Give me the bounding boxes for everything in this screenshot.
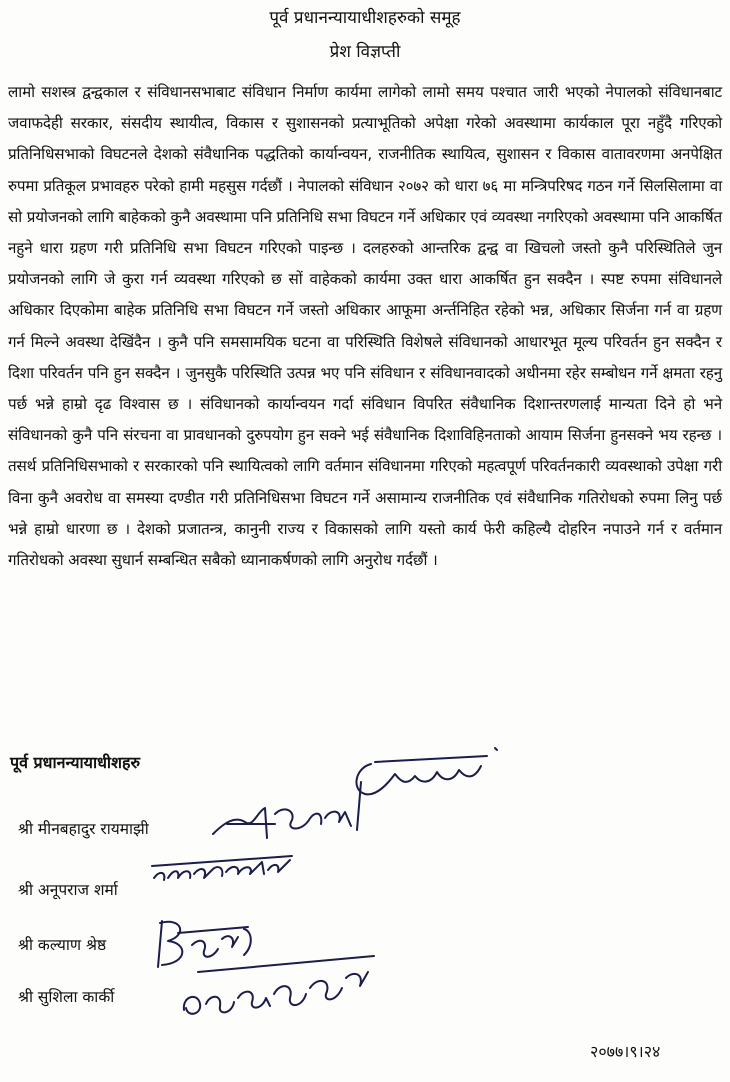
statement-body: लामो सशस्त्र द्वन्द्वकाल र संविधानसभाबाट संविधान निर्माण कार्यमा लागेको लामो समय पश्चात जारी भएको नेपालको संविधानबाट जवाफदेही सरकार, संसदीय स्थायीत्व, विकास र सुशासनको प्रत्याभूतिको अपेक्षा गरेको अवस्थामा कार्यकाल पूरा नहुँदै गरिएको प्रतिनिधिसभाको विघटनले देशको संवैधानिक पद्धतिको कार्यान्वयन, राजनीतिक स्थायित्व, सुशासन र विकास वातावरणमा अनपेक्षित रुपमा प्रतिकूल प्रभावहरु परेको हामी महसुस गर्दछौं । नेपालको संविधान २०७२ को धारा ७६ मा मन्त्रिपरिषद गठन गर्ने सिलसिलामा वा सो प्रयोजनको लागि बाहेकको कुनै अवस्थामा पनि प्रतिनिधि सभा विघटन गर्ने अधिकार एवं व्यवस्था नगरिएको अवस्थामा पनि आकर्षित नहुने धारा ग्रहण गरी प्रतिनिधि सभा विघटन गरिएको पाइन्छ । दलहरुको आन्तरिक द्वन्द्व वा खिचलो जस्तो कुनै परिस्थितिले जुन प्रयोजनको लागि जे कुरा गर्न व्यवस्था गरिएको छ सों वाहेकको कार्यमा उक्त धारा आकर्षित हुन सक्दैन । स्पष्ट रुपमा संविधानले अधिकार दिएकोमा बाहेक प्रतिनिधि सभा विघटन गर्ने जस्तो अधिकार आफूमा अर्न्तनिहित रहेको भन्न, अधिकार सिर्जना गर्न वा ग्रहण गर्न मिल्ने अवस्था देखिंदैन । कुनै पनि समसामयिक घटना वा परिस्थिति विशेषले संविधानको आधारभूत मूल्य परिवर्तन हुन सक्दैन र दिशा परिवर्तन पनि हुन सक्दैन । जुनसुकै परिस्थिति उत्पन्न भए पनि संविधान र संविधानवादको अधीनमा रहेर सम्बोधन गर्ने क्षमता रहनु पर्छ भन्ने हाम्रो दृढ विश्वास छ । संविधानको कार्यान्वयन गर्दा संविधान विपरित संवैधानिक दिशान्तरणलाई मान्यता दिने हो भने संविधानको कुनै पनि संरचना वा प्रावधानको दुरुपयोग हुन सक्ने भई संवैधानिक दिशाविहिनताको आयाम सिर्जना हुनसक्ने भय रहन्छ । तसर्थ प्रतिनिधिसभाको र सरकारको पनि स्थायित्वको लागि वर्तमान संविधानमा गरिएको महत्वपूर्ण परिवर्तनकारी व्यवस्थाको उपेक्षा गरी विना कुनै अवरोध वा समस्या दण्डीत गरी प्रतिनिधिसभा विघटन गर्ने असामान्य राजनीतिक एवं संवैधानिक गतिरोधको रुपमा लिनु पर्छ भन्ने हाम्रो धारणा छ । देशको प्रजातन्त्र, कानुनी राज्य र विकासको लागि यस्तो कार्य फेरी कहिल्यै दोहरिन नपाउने गर्न र वर्तमान गतिरोधको अवस्था सुधार्न सम्बन्धित सबैको ध्यानाकर्षणको लागि अनुरोध गर्दछौं । xyxy=(8,83,722,570)
signatory-name: श्री कल्याण श्रेष्ठ xyxy=(18,936,107,954)
signature-1 xyxy=(205,742,525,852)
document-subtitle: प्रेश विज्ञप्ती xyxy=(329,42,401,62)
document-title: पूर्व प्रधानन्यायाधीशहरुको समूह xyxy=(269,8,461,28)
signatories-heading: पूर्व प्रधानन्यायाधीशहरु xyxy=(10,753,141,772)
signatory-name: श्री मीनबहादुर रायमाझी xyxy=(18,820,149,838)
signature-2 xyxy=(150,848,300,888)
signatory-name: श्री अनूपराज शर्मा xyxy=(18,881,118,899)
document-date: २०७७।९।२४ xyxy=(590,1042,661,1061)
signatory-name: श्री सुशिला कार्की xyxy=(18,988,115,1006)
signature-4 xyxy=(178,948,398,1028)
